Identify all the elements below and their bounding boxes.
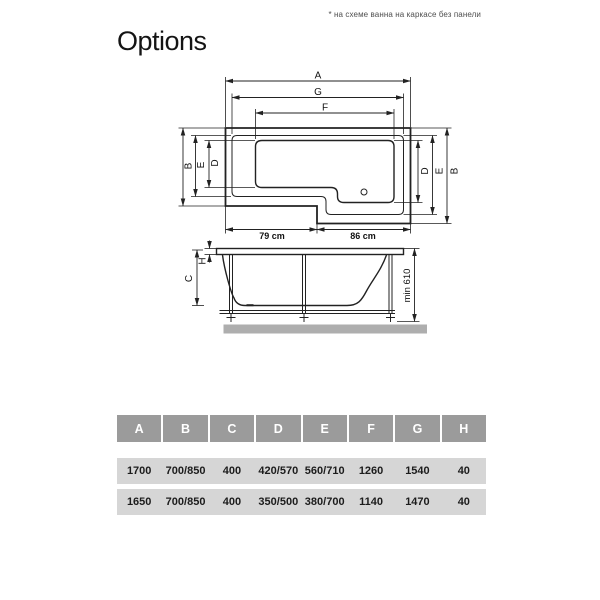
dim-label-e-right: E (434, 167, 446, 175)
table-header-cell: E (303, 415, 347, 442)
table-cell: 1140 (359, 496, 383, 508)
table-header-cell: G (395, 415, 439, 442)
drain-icon (361, 189, 367, 195)
dim-label-a: A (314, 70, 322, 82)
tub-basin-contour (256, 141, 395, 203)
dim-label-min610: min 610 (402, 268, 413, 303)
tub-profile (223, 255, 387, 306)
table-cell: 700/850 (165, 496, 206, 508)
table-header-cell: F (349, 415, 393, 442)
table-header-cell: H (442, 415, 486, 442)
tub-outer-contour (226, 128, 411, 224)
dim-label-c: C (184, 274, 195, 283)
dim-label-e-left: E (196, 161, 207, 169)
table-cell: 1470 (405, 496, 430, 508)
table-cell: 380/700 (304, 496, 345, 508)
dim-label-86cm: 86 cm (350, 231, 376, 241)
table-cell: 560/710 (304, 465, 345, 477)
top-view (179, 71, 461, 242)
table-cell: 1650 (126, 496, 152, 508)
dim-label-f: F (321, 102, 329, 114)
dim-label-h: H (197, 257, 209, 265)
table-header-cell: B (163, 415, 207, 442)
table-cell: 700/850 (165, 465, 206, 477)
page-title: Options (117, 26, 207, 56)
table-cell: 1260 (358, 465, 384, 477)
table-cell: 1700 (126, 465, 152, 477)
dim-label-b-left: B (183, 162, 195, 170)
side-view (184, 241, 427, 334)
table-cell: 40 (457, 496, 470, 508)
rim-bar (217, 249, 404, 255)
table-header-row (117, 415, 486, 442)
dim-label-79cm: 79 cm (259, 231, 285, 241)
table-header-cell: C (210, 415, 254, 442)
table-cell: 420/570 (258, 465, 299, 477)
dimensions-table (117, 415, 486, 515)
dim-label-b-right: B (449, 167, 461, 175)
table-header-cell: D (256, 415, 300, 442)
table-row (117, 458, 486, 484)
drain-mark (247, 304, 254, 306)
dim-label-g: G (314, 87, 322, 98)
table-cell: 40 (457, 465, 470, 477)
table-row (117, 489, 486, 515)
ground-strip (224, 325, 428, 334)
dim-label-d-left: D (210, 159, 221, 167)
frame-feet (227, 314, 396, 323)
table-header-cell: A (117, 415, 161, 442)
table-cell: 400 (222, 465, 242, 477)
table-cell: 1540 (405, 465, 430, 477)
table-cell: 400 (222, 496, 242, 508)
dim-label-d-right: D (420, 167, 431, 175)
footnote-text: * на схеме ванна на каркасе без панели (328, 10, 481, 19)
table-cell: 350/500 (258, 496, 299, 508)
